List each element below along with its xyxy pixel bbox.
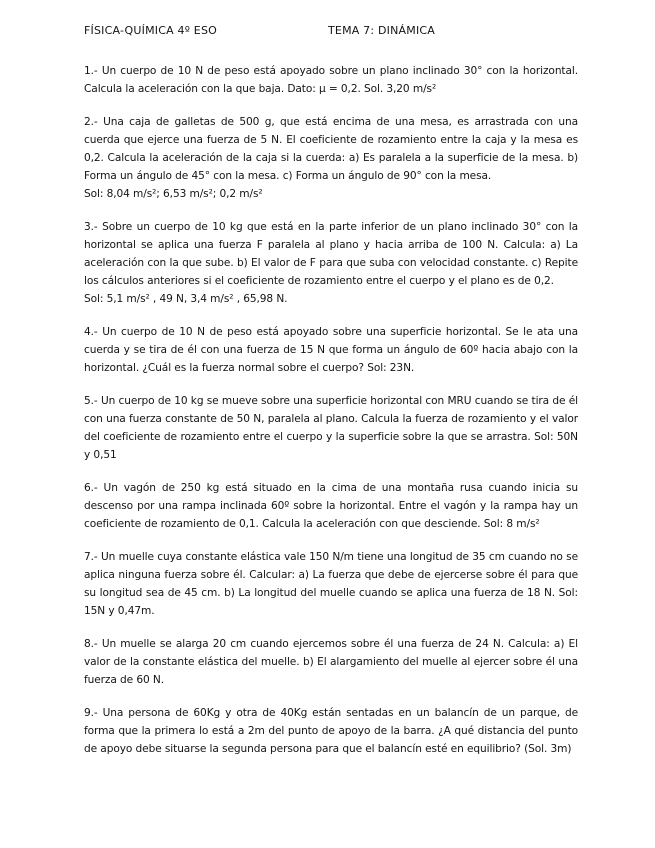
problem-5 bbox=[84, 392, 578, 464]
problem-text: 1.- Un cuerpo de 10 N de peso está apoyado sobre un plano inclinado 30° con la horizontal. Calcula la aceleración con la que baja. Dato: μ = 0,2. Sol. 3,20 m/s² bbox=[84, 65, 578, 95]
problem-text: 9.- Una persona de 60Kg y otra de 40Kg están sentadas en un balancín de un parque, de forma que la primera lo está a 2m del punto de apoyo de la barra. ¿A qué distancia del punto de apoyo debe situarse la segunda persona para que el balancín esté en equilibrio? (Sol. 3m) bbox=[84, 707, 578, 755]
problem-text: 3.- Sobre un cuerpo de 10 kg que está en la parte inferior de un plano inclinado 30° con la horizontal se aplica una fuerza F paralela al plano y hacia arriba de 100 N. Calcula: a) La aceleración con la que sube. b) El valor de F para que suba con velocidad constante. c) Repite los cálculos anteriores si el coeficiente de rozamiento entre el cuerpo y el plano es de 0,2. bbox=[84, 221, 578, 287]
problem-text: 6.- Un vagón de 250 kg está situado en la cima de una montaña rusa cuando inicia su descenso por una rampa inclinada 60º sobre la horizontal. Entre el vagón y la rampa hay un coeficiente de rozamiento de 0,1. Calcula la aceleración con que desciende. Sol: 8 m/s² bbox=[84, 482, 578, 530]
problem-solution: Sol: 8,04 m/s²; 6,53 m/s²; 0,2 m/s² bbox=[84, 188, 263, 200]
page-header bbox=[84, 24, 584, 40]
problem-text: 8.- Un muelle se alarga 20 cm cuando ejercemos sobre él una fuerza de 24 N. Calcula: a) El valor de la constante elástica del muelle. b) El alargamiento del muelle al ejercer sobre él una fuerza de 60 N. bbox=[84, 638, 578, 686]
problem-3 bbox=[84, 218, 578, 308]
problem-solution: Sol: 5,1 m/s² , 49 N, 3,4 m/s² , 65,98 N. bbox=[84, 293, 288, 305]
problem-text: 4.- Un cuerpo de 10 N de peso está apoyado sobre una superficie horizontal. Se le ata una cuerda y se tira de él con una fuerza de 15 N que forma un ángulo de 60º hacia abajo con la horizontal. ¿Cuál es la fuerza normal sobre el cuerpo? Sol: 23N. bbox=[84, 326, 578, 374]
problem-7 bbox=[84, 548, 578, 620]
problem-9 bbox=[84, 704, 578, 758]
problem-text: 5.- Un cuerpo de 10 kg se mueve sobre una superficie horizontal con MRU cuando se tira de él con una fuerza constante de 50 N, paralela al plano. Calcula la fuerza de rozamiento y el valor del coeficiente de rozamiento entre el cuerpo y la superficie sobre la que se arrastra. Sol: 50N y 0,51 bbox=[84, 395, 578, 461]
problem-8 bbox=[84, 635, 578, 689]
subject-title: FÍSICA-QUÍMICA 4º ESO bbox=[84, 24, 217, 37]
problem-6 bbox=[84, 479, 578, 533]
topic-title: TEMA 7: DINÁMICA bbox=[328, 24, 435, 37]
problem-1 bbox=[84, 62, 578, 98]
problem-text: 7.- Un muelle cuya constante elástica vale 150 N/m tiene una longitud de 35 cm cuando no se aplica ninguna fuerza sobre él. Calcular: a) La fuerza que debe de ejercerse sobre él para que su longitud sea de 45 cm. b) La longitud del muelle cuando se aplica una fuerza de 18 N. Sol: 15N y 0,47m. bbox=[84, 551, 578, 617]
problem-2 bbox=[84, 113, 578, 203]
problem-list bbox=[84, 62, 578, 773]
problem-text: 2.- Una caja de galletas de 500 g, que está encima de una mesa, es arrastrada con una cuerda que ejerce una fuerza de 5 N. El coeficiente de rozamiento entre la caja y la mesa es 0,2. Calcula la aceleración de la caja si la cuerda: a) Es paralela a la superficie de la mesa. b) Forma un ángulo de 45° con la mesa. c) Forma un ángulo de 90° con la mesa. bbox=[84, 116, 578, 182]
problem-4 bbox=[84, 323, 578, 377]
